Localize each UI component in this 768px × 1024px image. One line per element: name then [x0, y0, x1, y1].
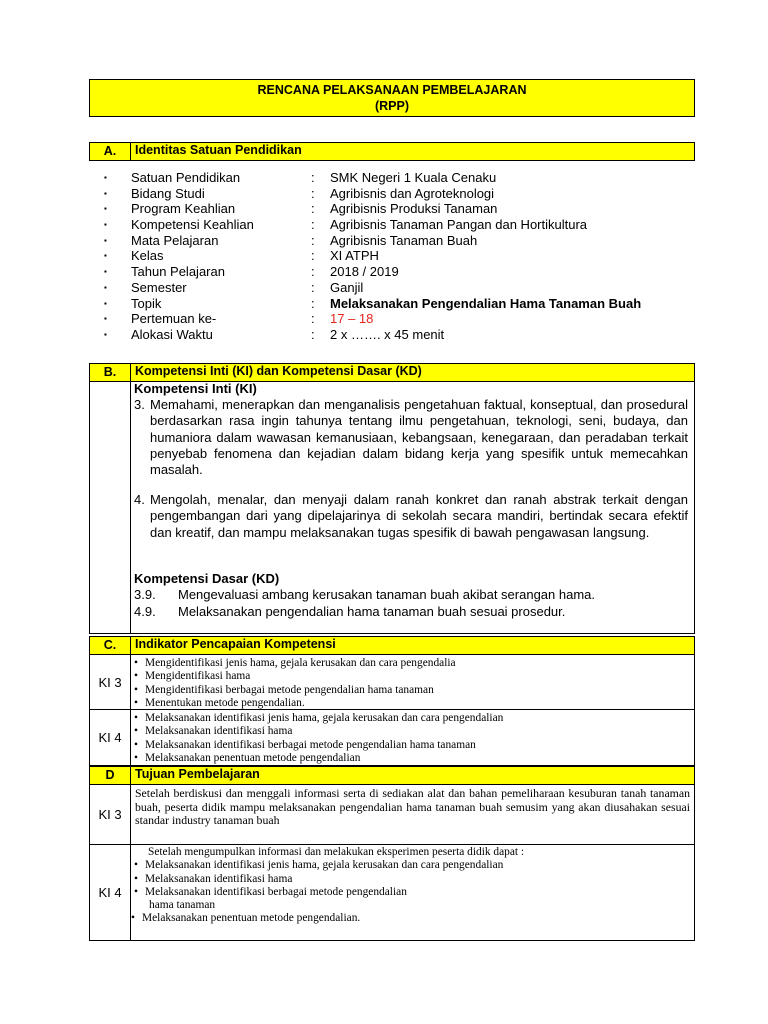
list-item-text: Melaksanakan identifikasi hama — [145, 725, 293, 738]
list-item — [134, 873, 694, 886]
list-item — [134, 725, 694, 738]
identity-colon: : — [311, 326, 315, 342]
bullet-icon: • — [134, 683, 138, 696]
ki3-number: 3. — [134, 397, 145, 412]
identity-label: Tahun Pelajaran — [131, 264, 225, 280]
section-d-header — [89, 766, 695, 785]
list-item — [134, 886, 694, 899]
identity-value: Melaksanakan Pengendalian Hama Tanaman Buah — [330, 295, 642, 311]
list-item-text: Melaksanakan penentuan metode pengendalian — [145, 751, 361, 764]
identity-label: Satuan Pendidikan — [131, 170, 241, 185]
identity-list — [104, 170, 694, 343]
bullet-icon: • — [134, 725, 138, 738]
bullet-icon: • — [134, 751, 138, 764]
kd-list — [134, 587, 595, 620]
bullet-icon: ▪ — [104, 173, 107, 182]
indicator-row-ki3 — [89, 655, 695, 710]
kd-number: 4.9. — [134, 603, 156, 619]
objective-row-ki3 — [89, 785, 695, 845]
identity-row — [104, 233, 694, 249]
identity-value: XI ATPH — [330, 248, 379, 264]
document-title-box — [89, 79, 695, 117]
kd-item — [134, 604, 595, 621]
identity-value: Agribisnis Tanaman Pangan dan Hortikultura — [330, 217, 588, 233]
identity-colon: : — [311, 232, 315, 248]
bullet-icon: ▪ — [104, 298, 107, 308]
section-b-body — [89, 382, 695, 634]
identity-row — [104, 280, 694, 296]
bullet-icon: ▪ — [104, 251, 107, 261]
list-item-text: Melaksanakan identifikasi jenis hama, gejala kerusakan dan cara pengendalian — [145, 712, 504, 724]
list-item-text: Mengidentifikasi hama — [145, 670, 251, 683]
identity-label: Mata Pelajaran — [131, 232, 219, 248]
list-item-text: Melaksanakan identifikasi hama — [145, 872, 293, 885]
bullet-icon: ▪ — [104, 267, 107, 277]
section-a-header — [89, 142, 695, 161]
section-d-letter: D — [90, 767, 131, 784]
list-item-text: Menentukan metode pengendalian. — [145, 696, 305, 709]
section-c-header — [89, 636, 695, 655]
list-item-text: Mengidentifikasi jenis hama, gejala kerusakan dan cara pengendalia — [145, 657, 456, 669]
list-item-continuation: hama tanaman — [149, 899, 216, 912]
bullet-icon: • — [134, 859, 138, 872]
identity-label: Alokasi Waktu — [131, 326, 213, 342]
section-a-letter: A. — [90, 143, 131, 160]
identity-label: Kompetensi Keahlian — [131, 217, 254, 233]
identity-label: Topik — [131, 295, 162, 311]
list-item — [134, 657, 694, 670]
identity-label: Program Keahlian — [131, 201, 236, 217]
identity-colon: : — [311, 185, 315, 201]
identity-value: Agribisnis Produksi Tanaman — [330, 201, 498, 217]
bullet-icon: • — [134, 670, 138, 683]
list-item — [134, 752, 694, 765]
bullet-icon: • — [134, 738, 138, 751]
identity-label: Pertemuan ke- — [131, 311, 217, 327]
section-b-header — [89, 363, 695, 382]
identity-value: 2018 / 2019 — [330, 264, 399, 280]
list-item-text: Melaksanakan identifikasi berbagai metode pengendalian hama tanaman — [145, 738, 476, 751]
ki3-text — [134, 397, 688, 478]
identity-row — [104, 217, 694, 233]
identity-row — [104, 327, 694, 343]
ki4-text — [134, 492, 688, 541]
row-label: KI 4 — [90, 845, 131, 940]
list-item — [134, 697, 694, 710]
identity-label: Kelas — [131, 248, 164, 264]
kd-text: Mengevaluasi ambang kerusakan tanaman buah akibat serangan hama. — [178, 587, 595, 602]
section-d-title: Tujuan Pembelajaran — [135, 767, 260, 781]
section-b-letter: B. — [90, 364, 131, 381]
identity-colon: : — [311, 311, 315, 327]
bullet-icon: ▪ — [104, 220, 107, 230]
identity-colon: : — [311, 170, 315, 185]
identity-label: Bidang Studi — [131, 185, 205, 201]
list-item-text: Melaksanakan penentuan metode pengendalian. — [142, 912, 361, 925]
kd-number: 3.9. — [134, 587, 156, 602]
identity-row — [104, 186, 694, 202]
identity-colon: : — [311, 295, 315, 311]
bullet-icon: ▪ — [104, 235, 107, 245]
section-a-title: Identitas Satuan Pendidikan — [135, 143, 302, 157]
indicator-list — [131, 710, 694, 765]
section-b-title: Kompetensi Inti (KI) dan Kompetensi Dasar (KD) — [135, 364, 422, 378]
indicator-row-ki4 — [89, 710, 695, 766]
bullet-icon: • — [134, 712, 138, 724]
kd-item — [134, 587, 595, 604]
indicator-list — [131, 655, 694, 709]
objective-list — [131, 845, 694, 940]
identity-colon: : — [311, 248, 315, 264]
ki4-number: 4. — [134, 492, 145, 507]
identity-colon: : — [311, 217, 315, 233]
section-c-letter: C. — [90, 637, 131, 654]
list-item — [131, 912, 694, 925]
list-item — [134, 712, 694, 725]
row-label: KI 4 — [90, 710, 131, 765]
row-label: KI 3 — [90, 655, 131, 709]
objective-intro: Setelah mengumpulkan informasi dan melakukan eksperimen peserta didik dapat : — [148, 846, 525, 858]
bullet-icon: • — [131, 912, 135, 925]
list-item — [134, 684, 694, 697]
identity-label: Semester — [131, 279, 187, 295]
identity-value: 2 x ……. x 45 menit — [330, 326, 445, 342]
list-item-text: Mengidentifikasi berbagai metode pengendalian hama tanaman — [145, 683, 434, 696]
list-item — [134, 739, 694, 752]
list-item — [134, 859, 694, 872]
identity-row — [104, 264, 694, 280]
row-label: KI 3 — [90, 785, 131, 844]
ki-heading: Kompetensi Inti (KI) — [134, 381, 257, 396]
identity-row — [104, 311, 694, 327]
objective-ki3-text: Setelah berdiskusi dan menggali informasi serta di sediakan alat dan bahan pemeliharaan kesuburan tanah tanaman buah, peserta didik mampu melaksanakan pengendalian hama tanaman buah semusim yang akan diusahakan sesuai standar industry tanaman buah — [135, 786, 690, 828]
bullet-icon: ▪ — [104, 188, 107, 198]
document-title: RENCANA PELAKSANAAN PEMBELAJARAN — [257, 83, 527, 97]
bullet-icon: ▪ — [104, 282, 107, 292]
bullet-icon: ▪ — [104, 204, 107, 214]
list-item — [134, 670, 694, 683]
identity-colon: : — [311, 201, 315, 217]
identity-value: 17 – 18 — [330, 311, 374, 327]
identity-row — [104, 248, 694, 264]
identity-row — [104, 170, 694, 186]
kd-text: Melaksanakan pengendalian hama tanaman buah sesuai prosedur. — [178, 603, 566, 619]
section-c-title: Indikator Pencapaian Kompetensi — [135, 637, 336, 651]
identity-value: Agribisnis Tanaman Buah — [330, 232, 478, 248]
bullet-icon: • — [134, 872, 138, 885]
section-b-left-column — [90, 382, 131, 633]
objective-row-ki4 — [89, 845, 695, 941]
identity-row — [104, 296, 694, 312]
kd-heading: Kompetensi Dasar (KD) — [134, 571, 280, 586]
identity-value: Ganjil — [330, 279, 364, 295]
bullet-icon: • — [134, 696, 138, 709]
bullet-icon: ▪ — [104, 314, 107, 324]
identity-value: SMK Negeri 1 Kuala Cenaku — [330, 170, 497, 185]
document-subtitle: (RPP) — [374, 99, 410, 113]
list-item-text: Melaksanakan identifikasi jenis hama, gejala kerusakan dan cara pengendalian — [145, 859, 504, 872]
ki3-text-content: Memahami, menerapkan dan menganalisis pengetahuan faktual, konseptual, dan prosedural berdasarkan rasa ingin tahunya tentang ilmu pengetahuan, teknologi, seni, budaya, dan humaniora dalam wawasan kemanusiaan, kebangsaan, kenegaraan, dan peradaban terkait penyebab fenomena dan kejadian dalam bidang kerja yang spesifik untuk memecahkan masalah. — [150, 397, 688, 478]
bullet-icon: • — [134, 885, 138, 898]
bullet-icon: • — [134, 657, 138, 669]
identity-row — [104, 201, 694, 217]
bullet-icon: ▪ — [104, 329, 107, 339]
ki4-text-content: Mengolah, menalar, dan menyaji dalam ranah konkret dan ranah abstrak terkait dengan pengembangan dari yang dipelajarinya di sekolah secara mandiri, bertindak secara efektif dan kreatif, dan mampu melaksanakan tugas spesifik di bawah pengawasan langsung. — [150, 492, 688, 540]
list-item-text: Melaksanakan identifikasi berbagai metode pengendalian — [145, 885, 407, 898]
identity-value: Agribisnis dan Agroteknologi — [330, 185, 495, 201]
identity-colon: : — [311, 279, 315, 295]
identity-colon: : — [311, 264, 315, 280]
objective-text-cell — [131, 785, 694, 844]
